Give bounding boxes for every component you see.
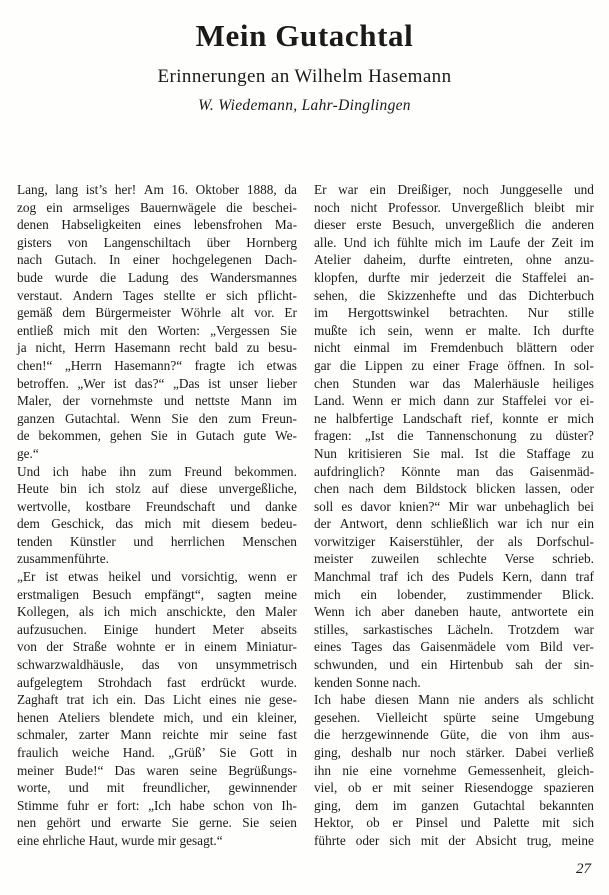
text-line: Wenn ich aber daneben haute, antwortete ein bbox=[314, 604, 594, 620]
text-line: verstaut. Andern Tages stellte er sich pflicht- bbox=[17, 287, 297, 303]
text-line: aufzusuchen. Einige hundert Meter abseits bbox=[17, 621, 297, 637]
text-line: dem Geschick, das mich mit diesem bedeu- bbox=[17, 516, 297, 532]
text-line: chen nach dem Bildstock blicken lassen, oder bbox=[314, 481, 594, 497]
page-subtitle: Erinnerungen an Wilhelm Hasemann bbox=[157, 66, 452, 87]
text-line: entließ mich mit den Worten: „Vergessen Sie bbox=[17, 322, 297, 338]
text-line: noch nicht Professor. Unvergeßlich bleibt mir bbox=[314, 199, 594, 215]
text-line: der Antwort, denn schließlich war ich nur ein bbox=[314, 516, 594, 532]
text-line: eine ehrliche Haut, wurde mir gesagt.“ bbox=[17, 832, 223, 848]
text-line: fraulich weiche Hand. „Grüß’ Sie Gott in bbox=[17, 745, 297, 760]
text-line: nicht einmal im Fremdenbuch blättern oder bbox=[314, 340, 594, 356]
text-line: Land. Wenn er mich dann zur Staffelei vor ei- bbox=[314, 393, 594, 409]
text-line: dieser erste Besuch, unvergeßlich die anderen bbox=[314, 217, 594, 233]
text-line: zog ein armseliges Bauernwägele die beschei- bbox=[17, 199, 297, 215]
text-line: viel, ob er mit seiner Riesendogge spazieren bbox=[314, 780, 594, 796]
text-line: schwunden, und ein Hirtenbub sah der sin- bbox=[314, 657, 594, 673]
text-line: mußte ich sein, wenn er malte. Ich durfte bbox=[314, 322, 594, 338]
text-line: wertvolle, kostbare Freundschaft und danke bbox=[17, 498, 297, 514]
text-line: fragen: „Ist die Tannenschonung zu düster? bbox=[314, 428, 594, 444]
text-columns bbox=[17, 181, 594, 850]
text-line: ge.“ bbox=[17, 445, 39, 461]
text-line: vorwitziger Kaiserstühler, der als Dorfschul- bbox=[314, 533, 594, 549]
text-line: von der Straße wohnte er in einem Miniatur- bbox=[17, 639, 297, 655]
text-line: chen Stunden war das Malerhäusle heiliges bbox=[314, 375, 594, 391]
text-line: gemäß dem Bürgermeister Wöhrle alt vor. Er bbox=[17, 305, 297, 321]
text-line: Kollegen, als ich mich anschickte, den Maler bbox=[17, 604, 297, 620]
text-line: Nun kritisieren Sie mal. Ist die Staffage zu bbox=[314, 445, 594, 461]
text-line: zusammenführte. bbox=[17, 551, 109, 567]
text-line: führte oder sich mit der Absicht trug, meine bbox=[314, 832, 594, 848]
text-line: meiner Bude!“ Das waren seine Begrüßungs- bbox=[17, 762, 297, 778]
text-line: ne halbfertige Landschaft rief, konnte er mich bbox=[314, 410, 594, 426]
text-line: schwarzwaldhäusle, das von unsymmetrisch bbox=[17, 657, 297, 673]
text-line: aufdringlich? Könnte man das Gaisenmäd- bbox=[314, 463, 594, 479]
text-line: Hektor, ob er Pinsel und Palette mit sich bbox=[314, 815, 594, 831]
text-line: gisters von Langenschiltach über Hornberg bbox=[17, 234, 297, 250]
text-line: klopfen, durfte mir jederzeit die Staffelei an- bbox=[314, 269, 594, 285]
text-line: Ich habe diesen Mann nie anders als schlicht bbox=[314, 692, 594, 708]
text-line: betroffen. „Wer ist das?“ „Das ist unser lieber bbox=[17, 375, 297, 391]
page-number: 27 bbox=[576, 861, 591, 877]
text-line: Stimme fuhr er fort: „Ich habe schon von Ih- bbox=[17, 797, 297, 813]
text-line: nen gehört und erwarte Sie gerne. Sie seien bbox=[17, 815, 297, 831]
text-line: Zaghaft trat ich ein. Das Licht eines nie gese- bbox=[17, 692, 297, 708]
left-column bbox=[17, 181, 297, 850]
text-line: Lang, lang ist’s her! Am 16. Oktober 1888, da bbox=[17, 182, 297, 197]
text-line: „Er ist etwas heikel und vorsichtig, wenn er bbox=[17, 569, 297, 585]
text-line: sehen, die Skizzenhefte und das Dichterbuch bbox=[314, 287, 594, 303]
text-line: henen Ateliers blendete mich, und ein kleiner, bbox=[17, 709, 297, 725]
text-line: Er war ein Dreißiger, noch Junggeselle und bbox=[314, 182, 594, 197]
text-line: de bekommen, gehen Sie in Gutach gute We- bbox=[17, 428, 297, 444]
text-line: tenden Künstler und herrlichen Menschen bbox=[17, 533, 297, 549]
text-line: Atelier daheim, durfte eintreten, ohne anzu- bbox=[314, 252, 594, 268]
text-line: die herzgewinnende Güte, die von ihm aus- bbox=[314, 727, 594, 743]
text-line: nach Gutach. In einer hochgelegenen Dach- bbox=[17, 252, 297, 268]
text-line: ja nicht, Herrn Hasemann recht bald zu besu- bbox=[17, 340, 297, 356]
text-line: schmaler, zarter Mann reichte mir seine fast bbox=[17, 727, 297, 743]
text-line: stilles, sarkastisches Lächeln. Trotzdem war bbox=[314, 621, 594, 637]
text-line: im Hergottswinkel betrachten. Nur stille bbox=[314, 305, 594, 321]
text-line: Maler, der vornehmste und nettste Mann im bbox=[17, 393, 297, 409]
text-line: eines Tages das Gaisenmädele vom Bild ver- bbox=[314, 639, 594, 655]
text-line: Heute bin ich stolz auf diese unvergeßliche, bbox=[17, 481, 297, 497]
text-line: worte, und mit freundlicher, gewinnender bbox=[17, 780, 297, 796]
text-line: gesehen. Vielleicht spürte seine Umgebung bbox=[314, 709, 594, 725]
text-line: Und ich habe ihn zum Freund bekommen. bbox=[17, 463, 297, 479]
text-line: soll es davor knien?“ Mir war unbehaglich bei bbox=[314, 498, 594, 514]
text-line: gar die Lippen zu einer Frage öffnen. In sol- bbox=[314, 357, 594, 373]
text-line: ging, dem im ganzen Gutachtal bekannten bbox=[314, 797, 594, 813]
text-line: ihn nie eine vornehme Gemessenheit, gleich- bbox=[314, 762, 594, 778]
text-line: Manchmal traf ich des Pudels Kern, dann traf bbox=[314, 569, 594, 585]
text-line: meister zuweilen schlechte Verse schrieb. bbox=[314, 551, 594, 567]
text-line: ging, deshalb nur noch stärker. Dabei verließ bbox=[314, 745, 594, 760]
text-line: alle. Und ich fühlte mich im Laufe der Zeit im bbox=[314, 234, 594, 250]
author-byline: W. Wiedemann, Lahr-Dinglingen bbox=[198, 97, 411, 114]
text-line: ganzen Gutachtal. Wenn Sie den zum Freun- bbox=[17, 410, 297, 426]
text-line: denen Habseligkeiten eines lebensfrohen Ma- bbox=[17, 217, 297, 233]
text-line: aufgelegtem Strohdach fast erdrückt wurde. bbox=[17, 674, 297, 690]
right-column bbox=[314, 181, 594, 850]
text-line: erstmaligen Besuch empfängt“, sagten meine bbox=[17, 586, 297, 602]
page-title: Mein Gutachtal bbox=[195, 18, 414, 53]
text-line: bude wurde die Ladung des Wandersmannes bbox=[17, 269, 297, 285]
text-line: chen!“ „Herrn Hasemann?“ fragte ich etwas bbox=[17, 357, 297, 373]
text-line: mich ein lobender, zustimmender Blick. bbox=[314, 586, 594, 602]
text-line: kenden Sonne nach. bbox=[314, 674, 421, 690]
